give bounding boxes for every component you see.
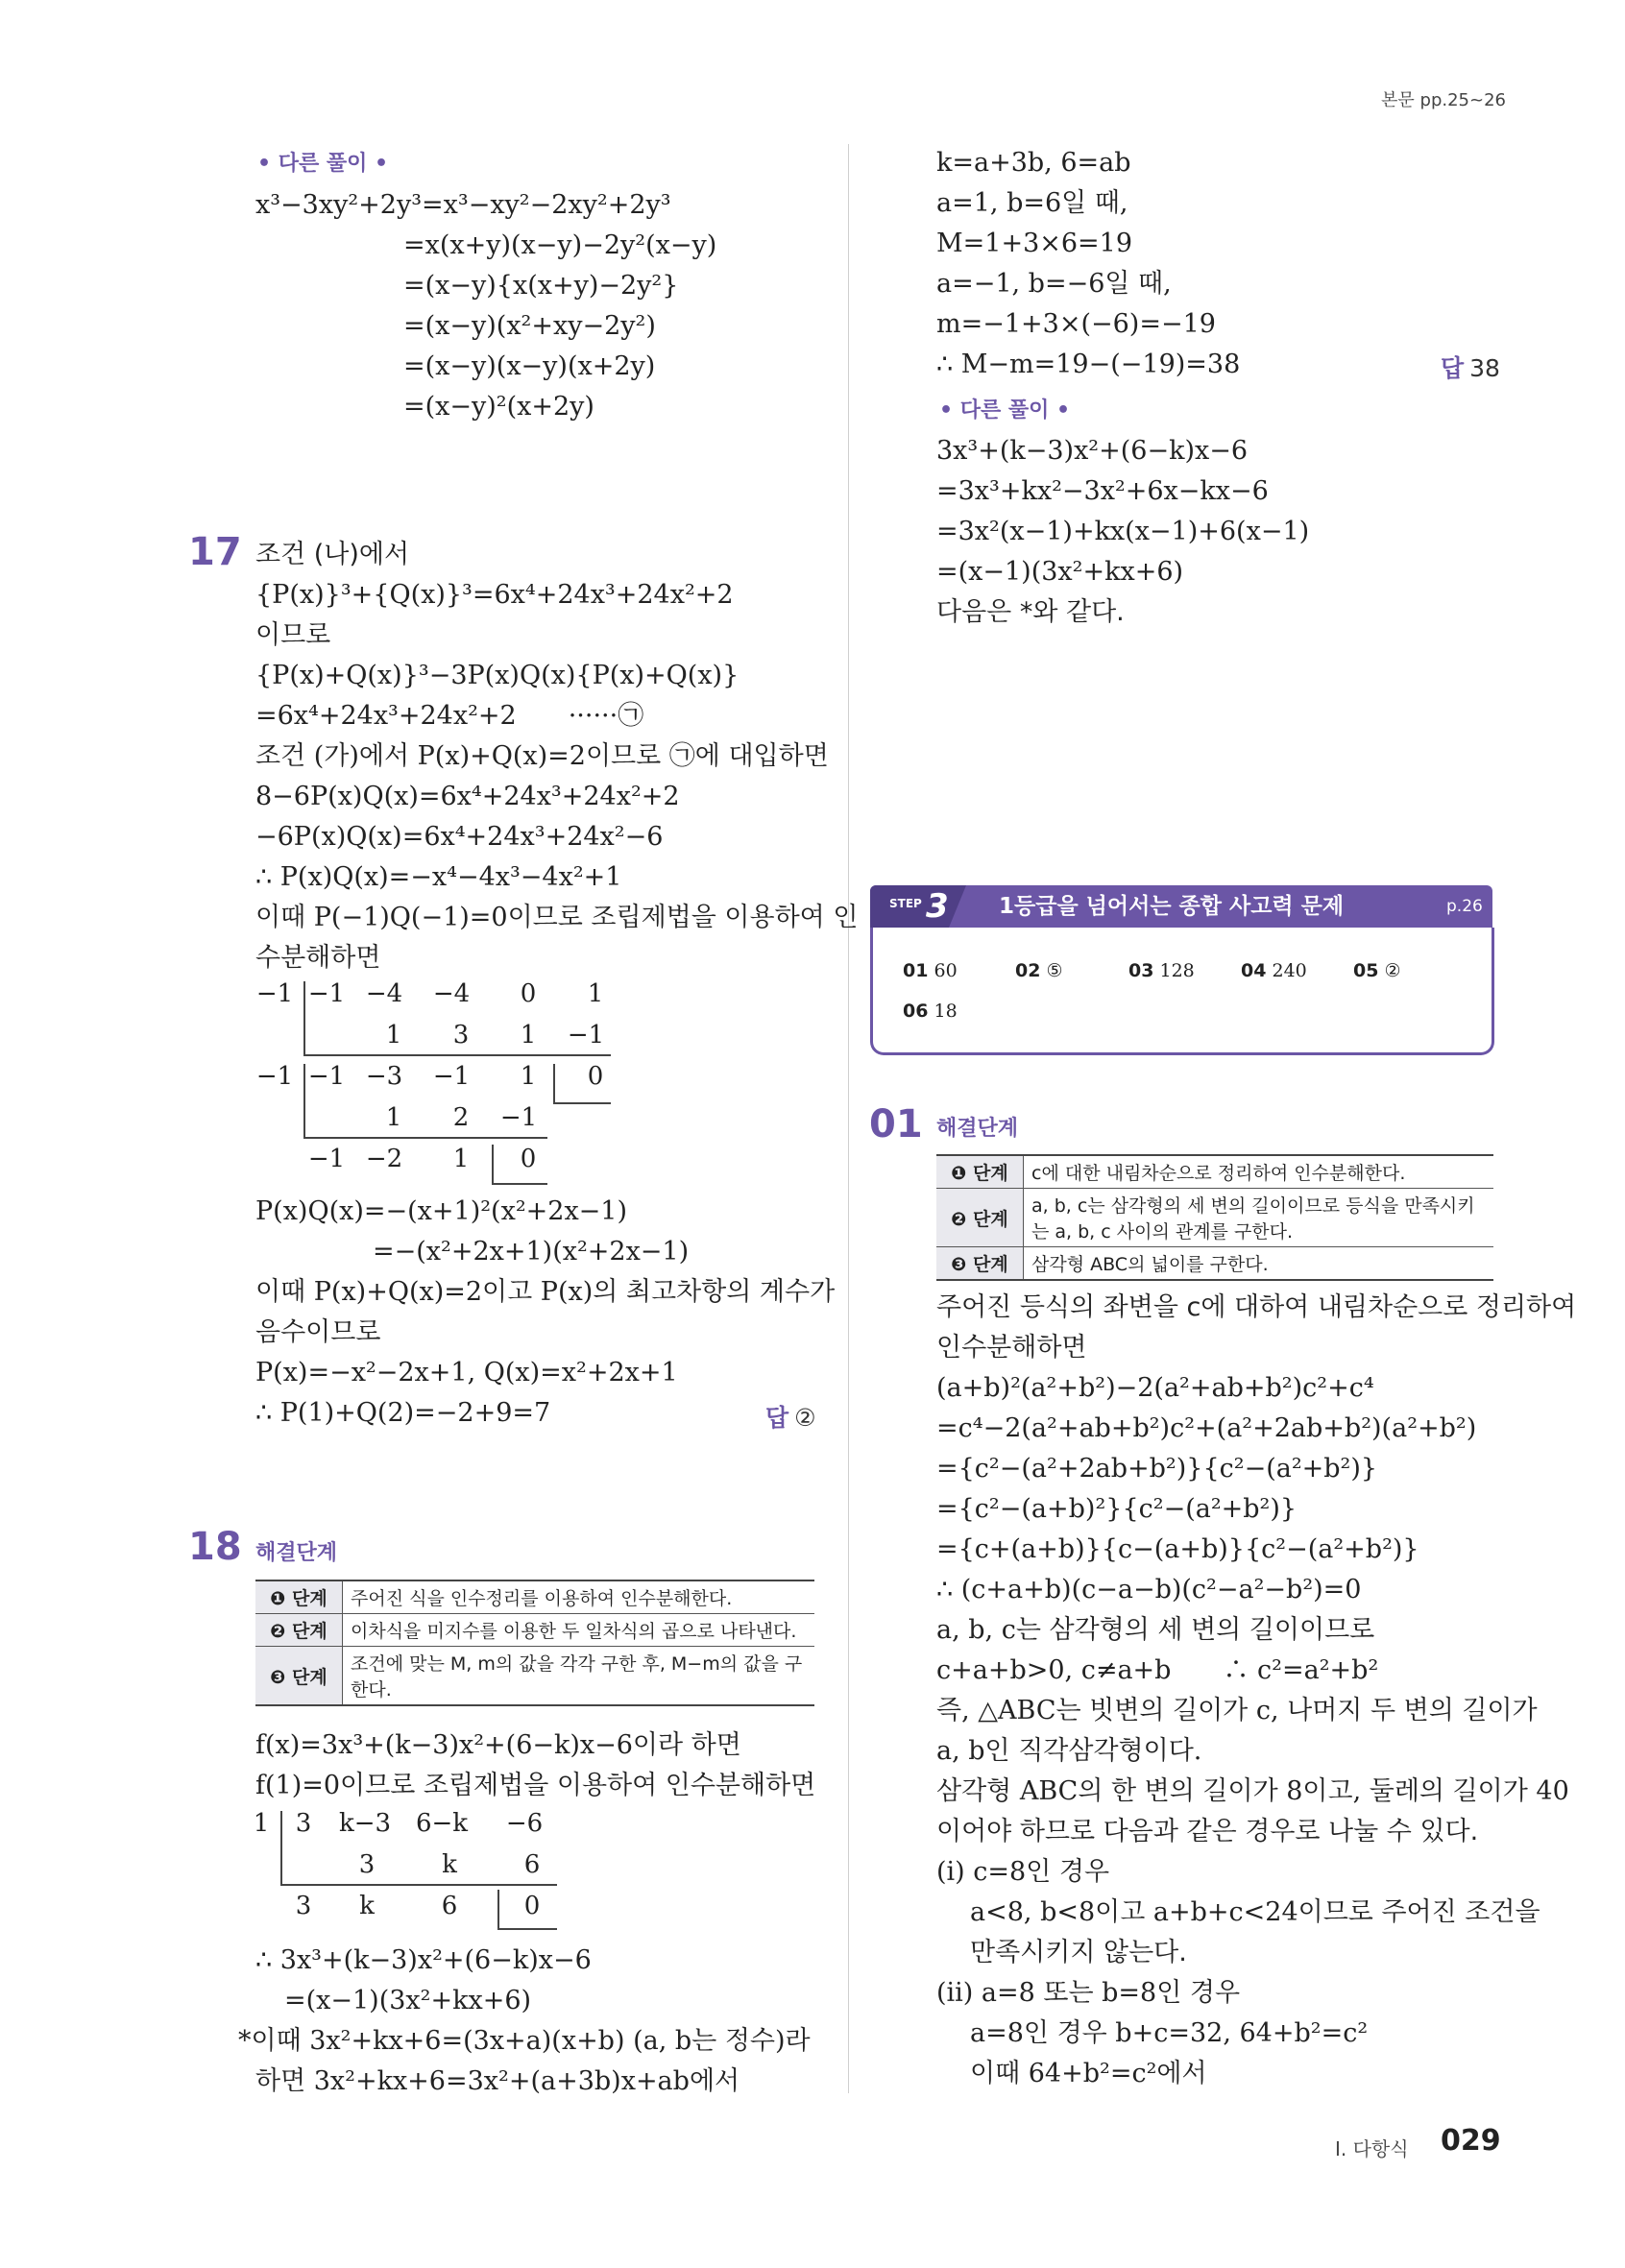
step-text: 조건에 맞는 M, m의 값을 각각 구한 후, M−m의 값을 구한다. <box>343 1647 815 1706</box>
answer-val: ② <box>1384 960 1401 981</box>
answer-val: ⑤ <box>1046 960 1063 981</box>
q01-line: a=8인 경우 b+c=32, 64+b²=c² <box>970 2018 1369 2048</box>
step-text: 이차식을 미지수를 이용한 두 일차식의 곱으로 나타낸다. <box>343 1614 815 1647</box>
synth-cell: 1 <box>520 1021 537 1050</box>
q17-line: 8−6P(x)Q(x)=6x⁴+24x³+24x²+2 <box>255 782 680 811</box>
synth-cell: 0 <box>520 1145 537 1173</box>
step3-answer <box>903 1001 958 1022</box>
synth-cell: k <box>359 1892 375 1920</box>
q01-line: 즉, △ABC는 빗변의 길이가 c, 나머지 두 변의 길이가 <box>936 1696 1538 1725</box>
q18-line: *이때 3x²+kx+6=(3x+a)(x+b) (a, b는 정수)라 <box>238 2026 811 2056</box>
q01-line: 삼각형 ABC의 한 변의 길이가 8이고, 둘레의 길이가 40 <box>936 1776 1569 1806</box>
q01-line: a, b인 직각삼각형이다. <box>936 1736 1202 1766</box>
step-label: ❸ 단계 <box>255 1647 343 1706</box>
answer-val: 240 <box>1272 960 1307 981</box>
synth-cell: −4 <box>365 979 403 1008</box>
q01-step-title: 해결단계 <box>936 1117 1019 1141</box>
synth-cell: 0 <box>587 1062 604 1091</box>
step3-answer <box>1353 960 1401 981</box>
step-label: ❷ 단계 <box>936 1189 1024 1247</box>
step-label: ❶ 단계 <box>255 1580 343 1614</box>
step-text: 삼각형 ABC의 넓이를 구한다. <box>1024 1247 1494 1281</box>
step-text: 주어진 식을 인수정리를 이용하여 인수분해한다. <box>343 1580 815 1614</box>
synth-cell: 3 <box>452 1021 470 1050</box>
alt-line: =(x−1)(3x²+kx+6) <box>936 557 1184 587</box>
q18-cont-line: m=−1+3×(−6)=−19 <box>936 309 1216 339</box>
answer-no: 02 <box>1015 960 1041 981</box>
step-label: ❷ 단계 <box>255 1614 343 1647</box>
answer-val: 128 <box>1159 960 1195 981</box>
q01-line: 만족시키지 않는다. <box>970 1938 1187 1967</box>
q01-line: (ⅰ) c=8인 경우 <box>936 1857 1110 1887</box>
alt-line: =x(x+y)(x−y)−2y²(x−y) <box>403 230 717 260</box>
synth-cell: 1 <box>385 1021 402 1050</box>
alt-line: =(x−y)(x−y)(x+2y) <box>403 351 656 381</box>
q01-line: 이어야 하므로 다음과 같은 경우로 나눌 수 있다. <box>936 1817 1479 1846</box>
step3-title: 1등급을 넘어서는 종합 사고력 문제 <box>999 894 1345 919</box>
q18-cont-line: k=a+3b, 6=ab <box>936 148 1131 178</box>
step-label: ❸ 단계 <box>936 1247 1024 1281</box>
synth-cell: 1 <box>520 1062 537 1091</box>
synth-cell: −1 <box>307 979 346 1008</box>
synth-cell: 2 <box>452 1103 470 1132</box>
q01-steps-table <box>936 1154 1493 1281</box>
q17-line: =−(x²+2x+1)(x²+2x−1) <box>373 1237 690 1267</box>
synth-cell: k−3 <box>338 1809 392 1838</box>
synth-cell: −4 <box>432 979 471 1008</box>
alt-line: =(x−y)(x²+xy−2y²) <box>403 311 656 341</box>
q01-line: 주어진 등식의 좌변을 c에 대하여 내림차순으로 정리하여 <box>936 1292 1577 1322</box>
step3-answer <box>903 960 958 981</box>
q17-line: ∴ P(x)Q(x)=−x⁴−4x³−4x²+1 <box>255 862 622 892</box>
page-number: 029 <box>1441 2124 1501 2158</box>
q17-line: P(x)Q(x)=−(x+1)²(x²+2x−1) <box>255 1196 628 1226</box>
synth-cell: 1 <box>452 1145 470 1173</box>
alt-line: x³−3xy²+2y³=x³−xy²−2xy²+2y³ <box>255 190 671 220</box>
q01-line: 인수분해하면 <box>936 1333 1087 1363</box>
q01-line: =c⁴−2(a²+ab+b²)c²+(a²+2ab+b²)(a²+b²) <box>936 1413 1477 1443</box>
synth-cell: −2 <box>365 1145 403 1173</box>
question-number-01: 01 <box>869 1102 923 1146</box>
synth-cell: 1 <box>253 1809 270 1838</box>
alt-line: =(x−y){x(x+y)−2y²} <box>403 271 679 301</box>
synth-cell: 3 <box>295 1892 312 1920</box>
q17-line: {P(x)}³+{Q(x)}³=6x⁴+24x³+24x²+2 <box>255 580 734 610</box>
step3-answer <box>1241 960 1307 981</box>
q01-line: a, b, c는 삼각형의 세 변의 길이이므로 <box>936 1615 1375 1645</box>
question-number-18: 18 <box>188 1525 242 1569</box>
synth-cell: k <box>442 1850 457 1879</box>
synth-cell: −1 <box>307 1062 346 1091</box>
alt-line: =3x³+kx²−3x²+6x−kx−6 <box>936 476 1269 506</box>
question-number-17: 17 <box>188 530 242 574</box>
alt-line: =(x−y)²(x+2y) <box>403 392 594 422</box>
synth-cell: −1 <box>255 979 294 1008</box>
step3-page: p.26 <box>1446 897 1483 916</box>
q17-line: 이때 P(x)+Q(x)=2이고 P(x)의 최고차항의 계수가 <box>255 1277 836 1307</box>
synth-cell: 1 <box>587 979 604 1008</box>
q18-steps-table <box>255 1580 814 1706</box>
q01-line: c+a+b>0, c≠a+b ∴ c²=a²+b² <box>936 1655 1379 1685</box>
synth-cell: −6 <box>505 1809 544 1838</box>
q18-line: f(x)=3x³+(k−3)x²+(6−k)x−6이라 하면 <box>255 1730 741 1760</box>
step3-label: STEP <box>889 897 922 910</box>
answer-value: ② <box>794 1404 816 1432</box>
q01-line: ={c²−(a+b)²}{c²−(a²+b²)} <box>936 1494 1298 1524</box>
q18-line: f(1)=0이므로 조립제법을 이용하여 인수분해하면 <box>255 1771 816 1800</box>
q17-line: ∴ P(1)+Q(2)=−2+9=7 <box>255 1398 551 1428</box>
q01-line: ={c²−(a²+2ab+b²)}{c²−(a²+b²)} <box>936 1454 1378 1484</box>
synth-cell: 0 <box>520 979 537 1008</box>
answer-no: 06 <box>903 1001 929 1022</box>
q18-cont-line: M=1+3×6=19 <box>936 229 1133 258</box>
column-divider <box>848 144 849 2093</box>
q17-line: 조건 (나)에서 <box>255 540 410 569</box>
q01-line: 이때 64+b²=c²에서 <box>970 2059 1207 2088</box>
q17-line: 이므로 <box>255 620 331 650</box>
page-reference: 본문 pp.25~26 <box>1381 90 1506 110</box>
answer-no: 03 <box>1128 960 1154 981</box>
synth-cell: 1 <box>385 1103 402 1132</box>
q17-line: =6x⁴+24x³+24x²+2 ······㉠ <box>255 701 644 731</box>
answer-no: 04 <box>1241 960 1267 981</box>
synth-cell: 6 <box>441 1892 458 1920</box>
q01-line: ={c+(a+b)}{c−(a+b)}{c²−(a²+b²)} <box>936 1534 1419 1564</box>
q17-line: −6P(x)Q(x)=6x⁴+24x³+24x²−6 <box>255 822 664 852</box>
synth-cell: 3 <box>358 1850 376 1879</box>
synth-cell: −1 <box>567 1021 605 1050</box>
q01-line: ∴ (c+a+b)(c−a−b)(c²−a²−b²)=0 <box>936 1575 1362 1604</box>
q18-cont-line: ∴ M−m=19−(−19)=38 <box>936 350 1241 379</box>
answer-no: 01 <box>903 960 929 981</box>
q18-cont-line: a=−1, b=−6일 때, <box>936 269 1172 299</box>
q01-line: (a+b)²(a²+b²)−2(a²+ab+b²)c²+c⁴ <box>936 1373 1374 1403</box>
step-text: c에 대한 내림차순으로 정리하여 인수분해한다. <box>1024 1155 1494 1189</box>
synth-cell: −1 <box>255 1062 294 1091</box>
answer-label: 답 <box>1441 354 1465 382</box>
q17-line: P(x)=−x²−2x+1, Q(x)=x²+2x+1 <box>255 1358 678 1387</box>
q18-line: =(x−1)(3x²+kx+6) <box>284 1986 532 2015</box>
q17-line: 음수이므로 <box>255 1317 381 1347</box>
alt-solution-title: • 다른 풀이 • <box>257 152 389 176</box>
q18-answer <box>1441 350 1500 384</box>
step-label: ❶ 단계 <box>936 1155 1024 1189</box>
q18-line: ∴ 3x³+(k−3)x²+(6−k)x−6 <box>255 1945 592 1975</box>
synth-cell: 6−k <box>415 1809 469 1838</box>
q18-line: 하면 3x²+kx+6=3x²+(a+3b)x+ab에서 <box>255 2066 740 2096</box>
q17-line: 조건 (가)에서 P(x)+Q(x)=2이므로 ㉠에 대입하면 <box>255 741 829 771</box>
chapter-label: Ⅰ. 다항식 <box>1335 2137 1409 2160</box>
step-text: a, b, c는 삼각형의 세 변의 길이이므로 등식을 만족시키는 a, b, c 사이의 관계를 구한다. <box>1024 1189 1494 1247</box>
synth-cell: 6 <box>523 1850 541 1879</box>
synth-cell: 3 <box>295 1809 312 1838</box>
step3-answer <box>1015 960 1063 981</box>
q17-line: 수분해하면 <box>255 943 381 973</box>
alt-solution-title: • 다른 풀이 • <box>939 398 1071 422</box>
q01-line: (ⅱ) a=8 또는 b=8인 경우 <box>936 1978 1241 2008</box>
q17-line: 이때 P(−1)Q(−1)=0이므로 조립제법을 이용하여 인 <box>255 903 859 932</box>
step3-number: 3 <box>926 887 949 926</box>
q17-answer <box>765 1399 816 1434</box>
synth-cell: −1 <box>307 1145 346 1173</box>
synth-cell: −1 <box>432 1062 471 1091</box>
answer-no: 05 <box>1353 960 1379 981</box>
answer-val: 60 <box>934 960 958 981</box>
synth-cell: −3 <box>365 1062 403 1091</box>
step3-answer <box>1128 960 1195 981</box>
synth-cell: 0 <box>523 1892 541 1920</box>
answer-label: 답 <box>765 1404 789 1432</box>
q18-step-title: 해결단계 <box>255 1541 338 1565</box>
alt-line: 다음은 *와 같다. <box>936 597 1125 627</box>
answer-val: 18 <box>934 1001 958 1022</box>
step3-answer-box <box>870 928 1494 1055</box>
alt-line: 3x³+(k−3)x²+(6−k)x−6 <box>936 436 1249 466</box>
synth-cell: −1 <box>499 1103 538 1132</box>
q17-line: {P(x)+Q(x)}³−3P(x)Q(x){P(x)+Q(x)} <box>255 661 740 690</box>
q18-cont-line: a=1, b=6일 때, <box>936 188 1128 218</box>
answer-value: 38 <box>1469 354 1500 382</box>
q01-line: a<8, b<8이고 a+b+c<24이므로 주어진 조건을 <box>970 1897 1540 1927</box>
alt-line: =3x²(x−1)+kx(x−1)+6(x−1) <box>936 517 1310 546</box>
